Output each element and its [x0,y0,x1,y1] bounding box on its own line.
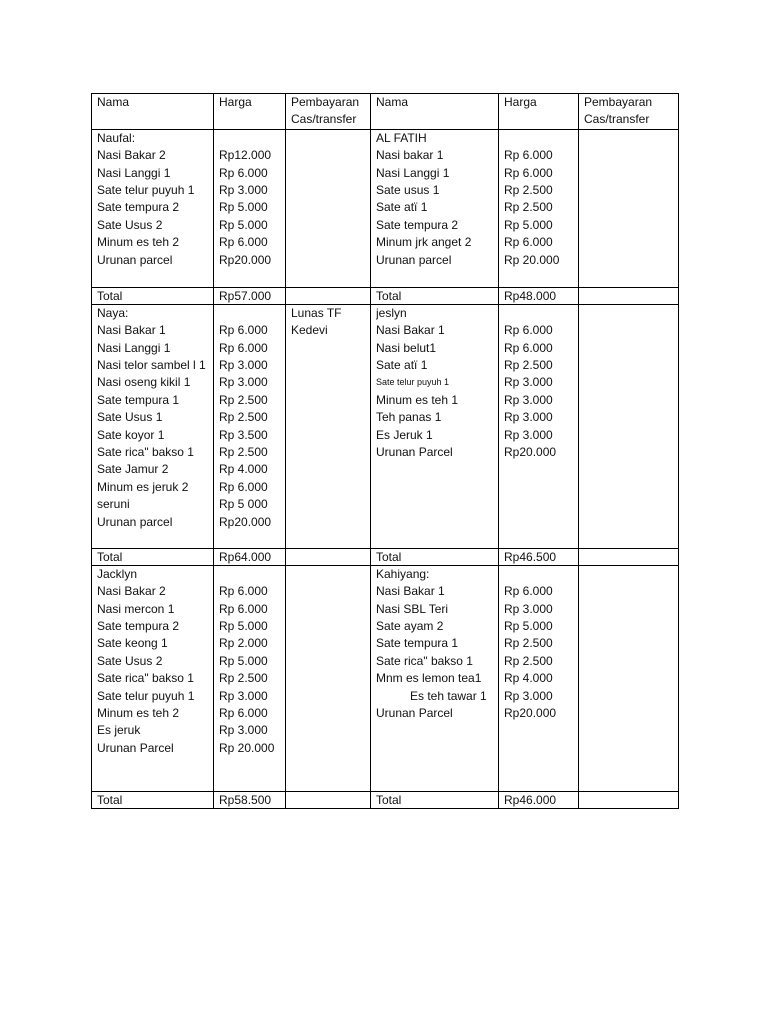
order-item: Nasi Bakar 1 [97,323,166,338]
order-row [92,565,679,791]
item-price: Rp 3.000 [219,375,268,390]
item-price: Rp 6.000 [504,323,553,338]
order-item: Urunan Parcel [376,705,453,720]
total-amount: Rp46.500 [499,548,579,565]
order-item: Nasi SBL Teri [376,601,449,616]
total-label: Total [92,548,214,565]
item-price: Rp 5 000 [219,497,268,512]
header-nama-right: Nama [371,94,499,130]
customer-name: Naya: [97,305,129,320]
item-price: Rp20.000 [504,705,557,720]
order-item: Nasi Langgi 1 [97,340,171,355]
order-item: Minum es teh 1 [376,392,459,407]
header-row [92,94,679,130]
order-item: Minum es teh 2 [97,705,180,720]
order-item: Urunan parcel [97,252,173,267]
order-item: Sate tempura 2 [97,200,180,215]
order-item: Sate tempura 1 [376,636,459,651]
total-row [92,548,679,565]
item-price: Rp 2.500 [504,357,553,372]
order-items-cell [92,129,214,287]
order-item: Nasi telor sambel l 1 [97,357,206,372]
item-price: Rp 5.000 [504,217,553,232]
order-items-cell [371,565,499,791]
order-item: Urunan Parcel [376,444,453,459]
order-item: Sate rica" bakso 1 [376,653,473,668]
item-price: Rp20.000 [219,252,272,267]
item-price: Rp 6.000 [219,705,268,720]
order-item: Sate tempura 2 [376,217,459,232]
header-harga-left: Harga [214,94,286,130]
item-price: Rp 6.000 [219,340,268,355]
item-price: Rp 3.000 [219,688,268,703]
total-payment [579,791,679,808]
total-label: Total [92,287,214,304]
header-pembayaran-left: Pembayaran Cas/transfer [286,94,371,130]
item-price: Rp 2.000 [219,636,268,651]
total-payment [579,548,679,565]
customer-name: Naufal: [97,130,136,145]
item-price: Rp 5.000 [219,653,268,668]
order-item: Sate Usus 1 [97,410,163,425]
total-amount: Rp48.000 [499,287,579,304]
order-item: Urunan parcel [376,252,452,267]
order-item: Nasi Bakar 2 [97,148,166,163]
order-prices-cell [214,304,286,548]
order-item: Sate koyor 1 [97,427,165,442]
item-price: Rp 3.000 [504,410,553,425]
item-price: Rp 5.000 [219,618,268,633]
item-price: Rp 2.500 [219,392,268,407]
item-price: Rp 6.000 [504,340,553,355]
customer-name: jeslyn [376,305,407,320]
order-item: Nasi Bakar 2 [97,584,166,599]
orders-table [91,93,679,809]
item-price: Rp 3.000 [504,427,553,442]
item-price: Rp 6.000 [219,235,268,250]
payment-cell [579,304,679,548]
payment-note: Lunas TF [291,305,342,320]
customer-name: AL FATIH [376,130,427,145]
total-label: Total [92,791,214,808]
item-price: Rp 2.500 [219,410,268,425]
order-item: Sate Usus 2 [97,653,163,668]
order-item: Sate Jamur 2 [97,462,169,477]
order-items-cell [92,565,214,791]
order-item: Es teh tawar 1 [410,688,487,703]
order-item: Urunan Parcel [97,740,174,755]
order-item: Minum es jeruk 2 [97,479,189,494]
order-item: Sate usus 1 [376,182,440,197]
order-items-cell [371,304,499,548]
item-price: Rp 6.000 [219,479,268,494]
item-price: Rp 2.500 [219,671,268,686]
total-label: Total [371,548,499,565]
payment-cell [286,304,371,548]
item-price: Rp 2.500 [219,444,268,459]
order-item: Es Jeruk 1 [376,427,433,442]
payment-note: Kedevi [291,323,328,338]
order-prices-cell [499,129,579,287]
item-price: Rp 3.000 [504,688,553,703]
total-row [92,287,679,304]
total-row [92,791,679,808]
item-price: Rp20.000 [504,444,557,459]
order-item: Sate telur puyuh 1 [376,377,450,388]
order-item: Minum jrk anget 2 [376,235,472,250]
item-price: Rp 5.000 [504,618,553,633]
total-payment [286,791,371,808]
item-price: Rp 2.500 [504,653,553,668]
item-price: Rp 20.000 [219,740,275,755]
item-price: Rp 3.000 [504,375,553,390]
order-item: Es jeruk [97,723,141,738]
item-price: Rp 3.000 [219,182,268,197]
item-price: Rp20.000 [219,514,272,529]
item-price: Rp 6.000 [504,235,553,250]
order-item: Nasi Bakar 1 [376,584,445,599]
item-price: Rp 2.500 [504,182,553,197]
order-item: Minum es teh 2 [97,235,180,250]
order-item: Sate keong 1 [97,636,168,651]
order-item: Teh panas 1 [376,410,442,425]
total-amount: Rp64.000 [214,548,286,565]
order-item: Sate telur puyuh 1 [97,182,195,197]
total-amount: Rp57.000 [214,287,286,304]
customer-name: Jacklyn [97,566,138,581]
item-price: Rp 3.500 [219,427,268,442]
total-amount: Rp46.000 [499,791,579,808]
order-item: Nasi Langgi 1 [97,165,171,180]
order-prices-cell [499,304,579,548]
payment-cell [286,565,371,791]
order-items-cell [371,129,499,287]
item-price: Rp 3.000 [219,723,268,738]
order-item: Nasi bakar 1 [376,148,444,163]
order-prices-cell [214,565,286,791]
item-price: Rp 5.000 [219,217,268,232]
total-payment [286,548,371,565]
item-price: Rp 4.000 [219,462,268,477]
item-price: Rp 2.500 [504,200,553,215]
item-price: Rp 3.000 [504,392,553,407]
order-prices-cell [499,565,579,791]
order-item: Nasi Langgi 1 [376,165,450,180]
order-item: Sate Usus 2 [97,217,163,232]
order-item: Sate atï 1 [376,200,428,215]
item-price: Rp 3.000 [219,357,268,372]
item-price: Rp 20.000 [504,252,560,267]
order-row [92,129,679,287]
payment-cell [579,565,679,791]
order-item: Sate rica" bakso 1 [97,671,194,686]
order-item: Urunan parcel [97,514,173,529]
payment-cell [579,129,679,287]
order-item: seruni [97,497,130,512]
item-price: Rp 2.500 [504,636,553,651]
item-price: Rp 6.000 [504,584,553,599]
order-item: Nasi Bakar 1 [376,323,445,338]
order-item: Nasi belut1 [376,340,437,355]
order-item: Nasi mercon 1 [97,601,175,616]
customer-name: Kahiyang: [376,566,430,581]
total-payment [579,287,679,304]
header-nama-left: Nama [92,94,214,130]
total-label: Total [371,791,499,808]
item-price: Rp 6.000 [219,601,268,616]
order-item: Mnm es lemon tea1 [376,671,482,686]
header-pembayaran-right: Pembayaran Cas/transfer [579,94,679,130]
item-price: Rp 5.000 [219,200,268,215]
header-harga-right: Harga [499,94,579,130]
order-item: Sate ayam 2 [376,618,444,633]
item-price: Rp 6.000 [219,165,268,180]
payment-cell [286,129,371,287]
order-row [92,304,679,548]
item-price: Rp12.000 [219,148,272,163]
item-price: Rp 3.000 [504,601,553,616]
order-prices-cell [214,129,286,287]
order-item: Sate atï 1 [376,357,428,372]
item-price: Rp 6.000 [504,148,553,163]
item-price: Rp 6.000 [219,584,268,599]
order-item: Sate tempura 2 [97,618,180,633]
order-item: Sate rica" bakso 1 [97,444,194,459]
total-payment [286,287,371,304]
total-label: Total [371,287,499,304]
item-price: Rp 4.000 [504,671,553,686]
order-items-cell [92,304,214,548]
total-amount: Rp58.500 [214,791,286,808]
item-price: Rp 6.000 [504,165,553,180]
order-item: Sate tempura 1 [97,392,180,407]
item-price: Rp 6.000 [219,323,268,338]
order-item: Nasi oseng kikil 1 [97,375,191,390]
order-item: Sate telur puyuh 1 [97,688,195,703]
